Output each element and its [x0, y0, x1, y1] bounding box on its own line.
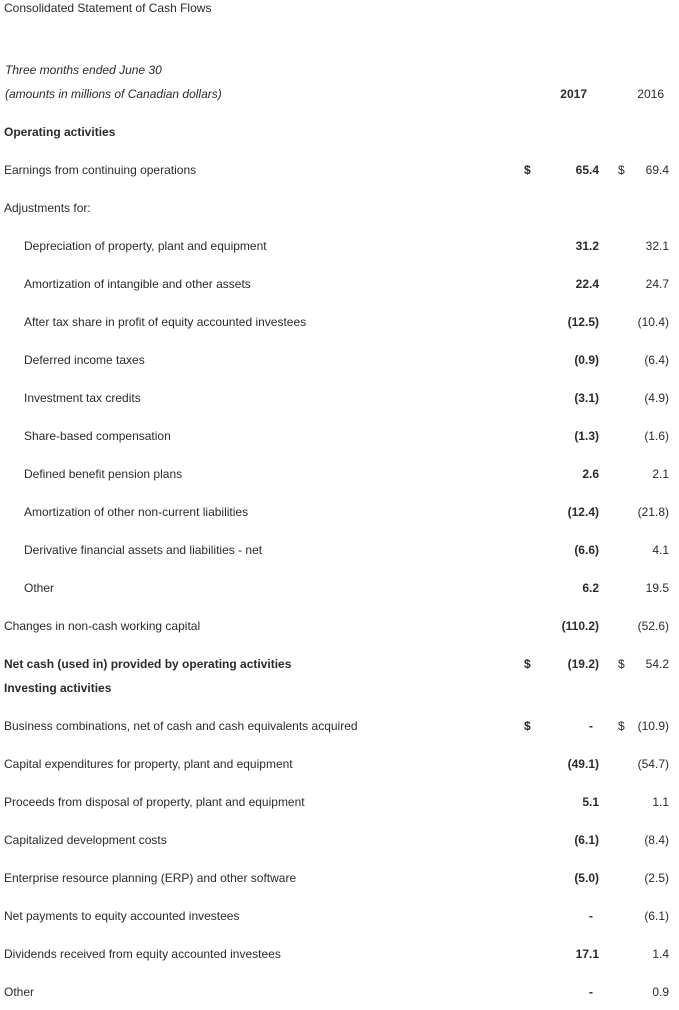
row-label: Amortization of other non-current liabilities: [24, 505, 249, 519]
row-label: Capitalized development costs: [4, 833, 167, 847]
row-label: Net payments to equity accounted investees: [4, 909, 240, 923]
value-prior: 1.1: [652, 795, 669, 809]
table-row: [0, 277, 679, 295]
row-label: Earnings from continuing operations: [4, 163, 197, 177]
row-label: Amortization of intangible and other assets: [24, 277, 251, 291]
period-label: Three months ended June 30: [5, 63, 162, 77]
value-current: 22.4: [575, 277, 599, 291]
value-current: 2.6: [582, 467, 599, 481]
row-label: Derivative financial assets and liabilities - net: [24, 543, 263, 557]
currency-symbol-prior: $: [618, 719, 625, 733]
row-label: Investing activities: [4, 681, 112, 695]
value-current: (5.0): [574, 871, 599, 885]
value-current: (6.1): [574, 833, 599, 847]
currency-symbol-prior: $: [618, 657, 625, 671]
units-label: (amounts in millions of Canadian dollars): [5, 87, 222, 101]
row-label: Other: [4, 985, 35, 999]
value-current: 31.2: [575, 239, 599, 253]
value-prior: (6.1): [644, 909, 669, 923]
value-prior: 2.1: [652, 467, 669, 481]
table-row: [0, 125, 679, 143]
value-prior: 19.5: [645, 581, 669, 595]
table-row: [0, 871, 679, 889]
row-label: Enterprise resource planning (ERP) and other software: [4, 871, 297, 885]
table-row: [0, 467, 679, 485]
value-current: (1.3): [574, 429, 599, 443]
value-current: -: [589, 909, 593, 923]
year-prior-header: 2016: [637, 87, 664, 101]
table-row: [0, 315, 679, 333]
row-label: Proceeds from disposal of property, plant and equipment: [4, 795, 305, 809]
currency-symbol-current: $: [524, 719, 531, 733]
value-current: (6.6): [574, 543, 599, 557]
value-prior: (6.4): [644, 353, 669, 367]
table-row: [0, 239, 679, 257]
value-prior: (52.6): [637, 619, 669, 633]
row-label: Dividends received from equity accounted investees: [4, 947, 281, 961]
value-prior: (8.4): [644, 833, 669, 847]
value-prior: (4.9): [644, 391, 669, 405]
value-current: (3.1): [574, 391, 599, 405]
row-label: Share-based compensation: [24, 429, 171, 443]
table-row: [0, 657, 679, 675]
row-label: Adjustments for:: [4, 201, 91, 215]
row-label: Net cash (used in) provided by operating activities: [4, 657, 292, 671]
row-label: Other: [24, 581, 55, 595]
document-title: Consolidated Statement of Cash Flows: [4, 1, 212, 15]
value-prior: (10.9): [637, 719, 669, 733]
value-prior: 24.7: [645, 277, 669, 291]
table-row: [0, 719, 679, 737]
value-current: (110.2): [561, 619, 599, 633]
year-current-header: 2017: [560, 87, 587, 101]
row-label: After tax share in profit of equity accounted investees: [24, 315, 307, 329]
table-row: [0, 757, 679, 775]
currency-symbol-current: $: [524, 657, 531, 671]
value-prior: (21.8): [637, 505, 669, 519]
row-label: Investment tax credits: [24, 391, 141, 405]
table-row: [0, 947, 679, 965]
table-row: [0, 505, 679, 523]
value-current: (12.4): [567, 505, 599, 519]
value-prior: 0.9: [652, 985, 669, 999]
table-row: [0, 681, 679, 699]
value-prior: 1.4: [652, 947, 669, 961]
value-prior: (1.6): [644, 429, 669, 443]
value-current: 6.2: [582, 581, 599, 595]
table-row: [0, 909, 679, 927]
table-row: [0, 163, 679, 181]
table-row: [0, 581, 679, 599]
value-current: (49.1): [567, 757, 599, 771]
table-row: [0, 543, 679, 561]
table-row: [0, 353, 679, 371]
table-row: [0, 391, 679, 409]
table-row: [0, 795, 679, 813]
row-label: Defined benefit pension plans: [24, 467, 183, 481]
currency-symbol-current: $: [524, 163, 531, 177]
table-row: [0, 201, 679, 219]
value-current: (19.2): [567, 657, 599, 671]
value-prior: 4.1: [652, 543, 669, 557]
value-current: -: [589, 719, 593, 733]
row-label: Business combinations, net of cash and cash equivalents acquired: [4, 719, 358, 733]
row-label: Depreciation of property, plant and equipment: [24, 239, 267, 253]
row-label: Capital expenditures for property, plant and equipment: [4, 757, 293, 771]
value-current: (0.9): [574, 353, 599, 367]
row-label: Operating activities: [4, 125, 116, 139]
value-prior: 69.4: [645, 163, 669, 177]
table-row: [0, 985, 679, 1003]
value-prior: (10.4): [637, 315, 669, 329]
value-prior: 32.1: [645, 239, 669, 253]
value-current: 17.1: [575, 947, 599, 961]
table-row: [0, 619, 679, 637]
value-prior: (54.7): [637, 757, 669, 771]
row-label: Deferred income taxes: [24, 353, 145, 367]
value-current: 5.1: [582, 795, 599, 809]
value-current: 65.4: [575, 163, 599, 177]
table-row: [0, 429, 679, 447]
value-current: -: [589, 985, 593, 999]
value-prior: 54.2: [645, 657, 669, 671]
row-label: Changes in non-cash working capital: [4, 619, 201, 633]
table-row: [0, 833, 679, 851]
value-prior: (2.5): [644, 871, 669, 885]
currency-symbol-prior: $: [618, 163, 625, 177]
value-current: (12.5): [567, 315, 599, 329]
